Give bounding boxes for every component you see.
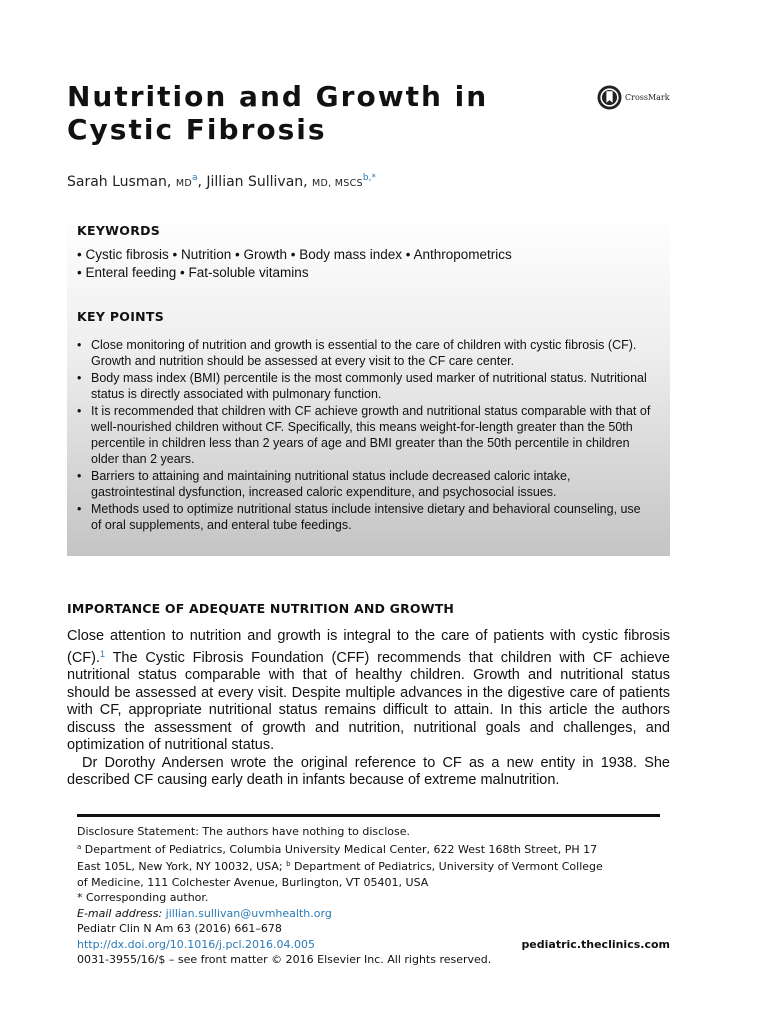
footnotes	[77, 824, 667, 921]
crossmark-icon	[597, 85, 622, 110]
affiliation-text: East 105L, New York, NY 10032, USA;	[77, 860, 287, 873]
reference-link[interactable]: 1	[100, 648, 106, 659]
journal-citation: Pediatr Clin N Am 63 (2016) 661–678	[77, 922, 282, 935]
crossmark-label: CrossMark	[625, 93, 670, 102]
affiliation-marker[interactable]: a	[191, 173, 198, 183]
email-link[interactable]: jillian.sullivan@uvmhealth.org	[165, 906, 332, 920]
affiliation-marker: a	[77, 842, 82, 851]
title-line-1: Nutrition and Growth in	[67, 80, 489, 113]
affiliation-text: Department of Pediatrics, University of Vermont College	[290, 860, 603, 873]
crossmark-badge[interactable]	[597, 85, 670, 110]
disclosure-statement: Disclosure Statement: The authors have nothing to disclose.	[77, 825, 410, 838]
affiliation-marker[interactable]: b,*	[362, 173, 376, 183]
author-list	[67, 173, 376, 190]
author-name: Jillian Sullivan,	[206, 174, 313, 190]
key-point-item: • It is recommended that children with CF achieve growth and nutritional status comparable with that of well-nourished children without CF. Specifically, this means weight-for-length greater than the 50th percentile in children less than 2 years of age and BMI greater than the 50th percentile in children older than 2 years.	[77, 403, 652, 467]
keywords-heading: KEYWORDS	[77, 223, 161, 238]
affiliation-line: of Medicine, 111 Colchester Avenue, Burlington, VT 05401, USA	[77, 875, 429, 889]
affiliation-marker: b	[286, 860, 291, 868]
email-label: E-mail address:	[77, 906, 163, 920]
key-point-item: • Close monitoring of nutrition and growth is essential to the care of children with cystic fibrosis (CF). Growth and nutrition should be assessed at every visit to the CF care center.	[77, 337, 652, 369]
author-degree: MD	[175, 178, 192, 189]
keywords-line: • Enteral feeding • Fat-soluble vitamins	[77, 264, 309, 280]
paragraph-text: The Cystic Fibrosis Foundation (CFF) recommends that children with CF achieve nutritional status comparable with that of healthy children. Growth and nutritional status should be assessed at every visit. Despite multiple advances in the digestive care of patients with CF, appropriate nutritional status remains difficult to attain. In this article the authors discuss the assessment of growth and nutrition, nutritional goals and challenges, and optimization of nutritional status.	[67, 649, 670, 753]
affiliation-line	[77, 857, 667, 875]
journal-site-link[interactable]: pediatric.theclinics.com	[521, 937, 670, 951]
affiliation-line	[77, 840, 667, 858]
key-point-item: • Barriers to attaining and maintaining nutritional status include decreased caloric intake, gastrointestinal dysfunction, increased caloric expenditure, and psychosocial issues.	[77, 468, 652, 500]
doi-link[interactable]: http://dx.doi.org/10.1016/j.pcl.2016.04.005	[77, 937, 316, 951]
author-name: Sarah Lusman,	[67, 174, 176, 190]
author-separator: ,	[197, 174, 207, 190]
body-paragraph	[67, 628, 670, 755]
key-point-item: • Methods used to optimize nutritional status include intensive dietary and behavioral counseling, use of oral supplements, and enteral tube feedings.	[77, 501, 652, 533]
citation-block	[77, 921, 670, 968]
corresponding-author: * Corresponding author.	[77, 891, 209, 904]
title-line-2: Cystic Fibrosis	[67, 113, 327, 146]
article-title	[67, 80, 537, 146]
keywords-list	[77, 246, 512, 281]
affiliation-text: Department of Pediatrics, Columbia University Medical Center, 622 West 168th Street, PH 17	[81, 842, 598, 856]
keywords-line: • Cystic fibrosis • Nutrition • Growth • Body mass index • Anthropometrics	[77, 247, 512, 262]
email-line	[77, 906, 667, 922]
key-points-heading: KEY POINTS	[77, 309, 165, 324]
footnote-divider	[77, 814, 660, 817]
body-text	[67, 628, 670, 790]
copyright-line: 0031-3955/16/$ – see front matter © 2016 Elsevier Inc. All rights reserved.	[77, 953, 492, 966]
body-paragraph: Dr Dorothy Andersen wrote the original reference to CF as a new entity in 1938. She described CF causing early death in infants because of extreme malnutrition.	[67, 754, 670, 788]
key-point-item: • Body mass index (BMI) percentile is the most commonly used marker of nutritional status. Nutritional status is directly associated with pulmonary function.	[77, 370, 652, 402]
key-points-list	[77, 337, 652, 534]
paragraph-text: Close attention to nutrition and growth is integral to the care of patients with cystic fibrosis (CF).	[67, 628, 670, 666]
keywords-keypoints-box	[67, 213, 670, 556]
author-degree: MD, MSCS	[312, 178, 363, 189]
section-heading: IMPORTANCE OF ADEQUATE NUTRITION AND GROWTH	[67, 601, 455, 616]
